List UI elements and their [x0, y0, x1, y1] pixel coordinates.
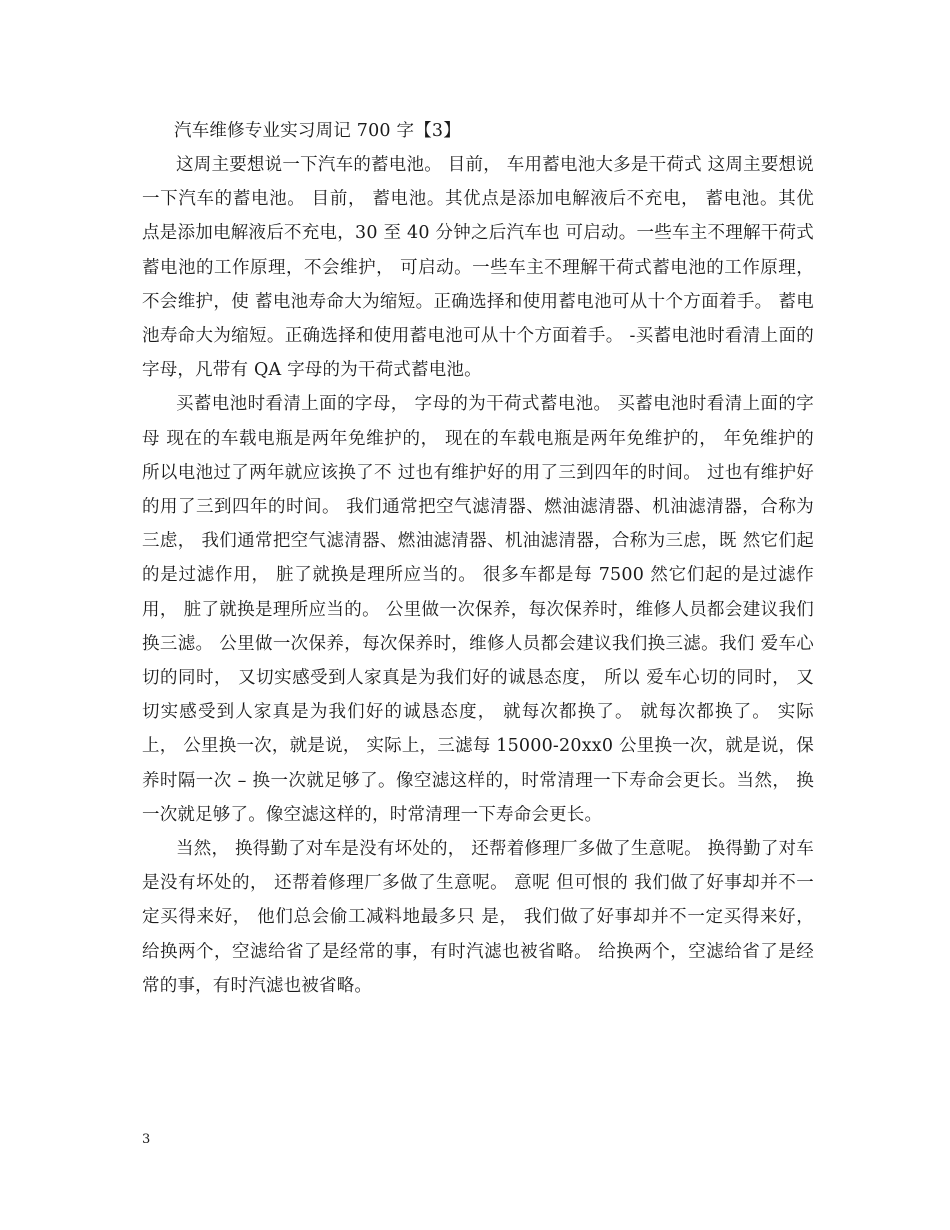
paragraph-filters: 买蓄电池时看清上面的字母， 字母的为干荷式蓄电池。 买蓄电池时看清上面的字母 现在的车载电瓶是两年免维护的， 现在的车载电瓶是两年免维护的， 年免维护的 所以电池过了两年就应该换了不 过也有维护好的用了三到四年的时间。 过也有维护好的用了三到四年的时间。 我们通常把空气滤清器、燃油滤清器、机油滤清器，合称为三虑， 我们通常把空气滤清器、燃油滤清器、机油滤清器，合称为三虑，既 然它们起的是过滤作用， 脏了就换是理所应当的。 很多车都是每 7500 然它们起的是过滤作用， 脏了就换是理所应当的。 公里做一次保养，每次保养时，维修人员都会建议我们换三滤。 公里做一次保养，每次保养时，维修人员都会建议我们换三滤。我们 爱车心切的同时， 又切实感受到人家真是为我们好的诚恳态度， 所以 爱车心切的同时， 又切实感受到人家真是为我们好的诚恳态度， 就每次都换了。 就每次都换了。 实际上， 公里换一次，就是说， 实际上，三滤每 15000-20xx0 公里换一次，就是说，保养时隔一次 – 换一次就足够了。像空滤这样的，时常清理一下寿命会更长。当然， 换一次就足够了。像空滤这样的，时常清理一下寿命会更长。 [142, 394, 814, 825]
document-body [142, 114, 814, 1003]
paragraph-battery: 这周主要想说一下汽车的蓄电池。 目前， 车用蓄电池大多是干荷式 这周主要想说一下汽车的蓄电池。 目前， 蓄电池。其优点是添加电解液后不充电， 蓄电池。其优点是添加电解液后不充电，30 至 40 分钟之后汽车也 可启动。一些车主不理解干荷式蓄电池的工作原理，不会维护， 可启动。一些车主不理解干荷式蓄电池的工作原理，不会维护，使 蓄电池寿命大为缩短。正确选择和使用蓄电池可从十个方面着手。 蓄电池寿命大为缩短。正确选择和使用蓄电池可从十个方面着手。 -买蓄电池时看清上面的字母，凡带有 QA 字母的为干荷式蓄电池。 [142, 155, 814, 381]
paragraph-repair-shop: 当然， 换得勤了对车是没有坏处的， 还帮着修理厂多做了生意呢。 换得勤了对车是没有坏处的， 还帮着修理厂多做了生意呢。 意呢 但可恨的 我们做了好事却并不一定买得来好， 他们总会偷工减料地最多只 是， 我们做了好事却并不一定买得来好， 给换两个，空滤给省了是经常的事，有时汽滤也被省略。 给换两个，空滤给省了是经常的事，有时汽滤也被省略。 [142, 839, 814, 996]
page-number: 3 [142, 1132, 151, 1147]
document-title: 汽车维修专业实习周记 700 字【3】 [174, 121, 461, 141]
